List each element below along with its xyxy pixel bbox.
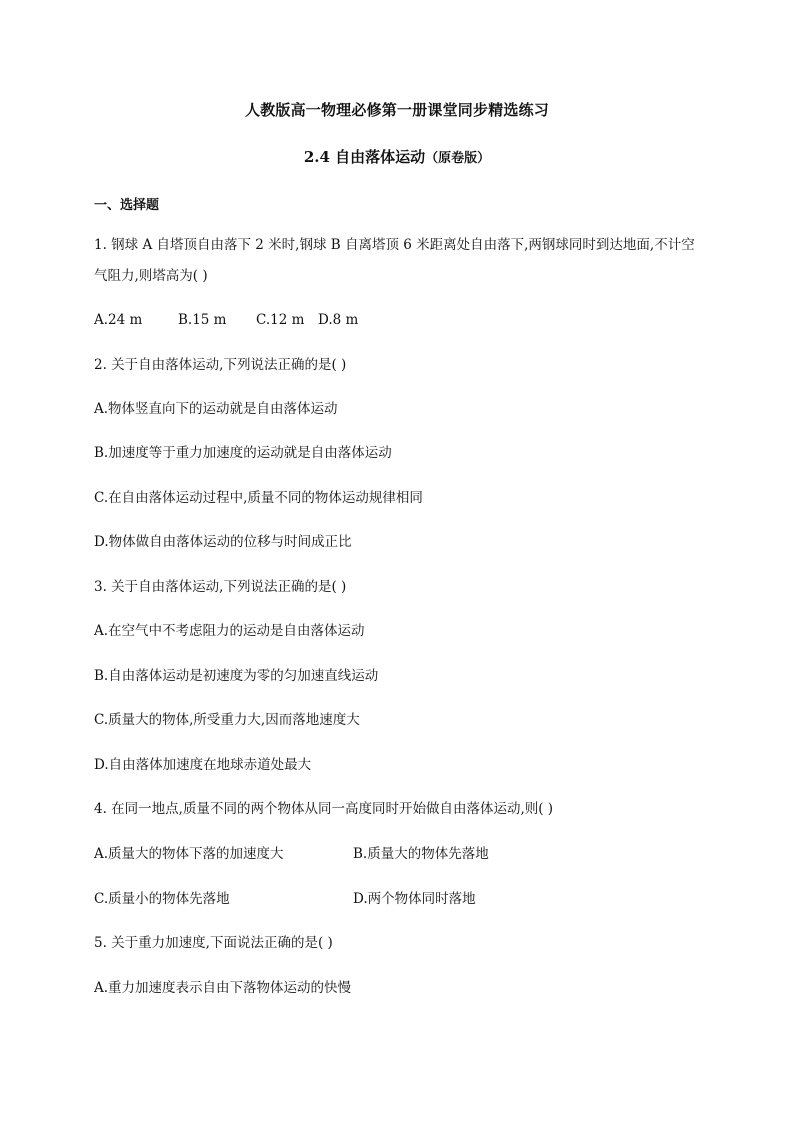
section-heading: 一、选择题 xyxy=(94,198,160,213)
question-3-option-d: D.自由落体加速度在地球赤道处最大 xyxy=(94,757,312,773)
page-title: 人教版高一物理必修第一册课堂同步精选练习 xyxy=(244,101,549,119)
question-2-option-b: B.加速度等于重力加速度的运动就是自由落体运动 xyxy=(94,445,392,461)
question-4-option-c: C.质量小的物体先落地 xyxy=(94,891,230,907)
subtitle-paren: （原卷版） xyxy=(425,151,491,166)
question-3-option-b: B.自由落体运动是初速度为零的匀加速直线运动 xyxy=(94,668,379,684)
question-3-option-a: A.在空气中不考虑阻力的运动是自由落体运动 xyxy=(94,623,365,639)
question-2-stem: 2. 关于自由落体运动,下列说法正确的是( ) xyxy=(94,357,347,373)
question-1-option-b: B.15 m xyxy=(178,312,227,328)
question-4-stem: 4. 在同一地点,质量不同的两个物体从同一高度同时开始做自由落体运动,则( ) xyxy=(94,801,554,817)
question-1-stem-line-2: 气阻力,则塔高为( ) xyxy=(94,268,208,284)
question-4-option-d: D.两个物体同时落地 xyxy=(353,891,476,907)
question-4-option-b: B.质量大的物体先落地 xyxy=(353,846,489,862)
question-1-option-c: C.12 m xyxy=(256,312,305,328)
subtitle-main: 2.4 自由落体运动 xyxy=(303,148,426,166)
question-2-option-c: C.在自由落体运动过程中,质量不同的物体运动规律相同 xyxy=(94,490,423,506)
question-3-stem: 3. 关于自由落体运动,下列说法正确的是( ) xyxy=(94,579,347,595)
question-1-stem-line-1: 1. 钢球 A 自塔顶自由落下 2 米时,钢球 B 自离塔顶 6 米距离处自由落下,两钢球同时到达地面,不计空 xyxy=(94,237,695,253)
question-5-option-a: A.重力加速度表示自由下落物体运动的快慢 xyxy=(94,980,352,996)
page-subtitle xyxy=(0,146,794,167)
question-3-option-c: C.质量大的物体,所受重力大,因而落地速度大 xyxy=(94,712,360,728)
question-4-option-a: A.质量大的物体下落的加速度大 xyxy=(94,846,284,862)
question-5-stem: 5. 关于重力加速度,下面说法正确的是( ) xyxy=(94,935,333,951)
question-1-option-a: A.24 m xyxy=(94,312,143,328)
question-2-option-d: D.物体做自由落体运动的位移与时间成正比 xyxy=(94,534,352,550)
question-2-option-a: A.物体竖直向下的运动就是自由落体运动 xyxy=(94,401,338,417)
question-1-option-d: D.8 m xyxy=(318,312,359,328)
